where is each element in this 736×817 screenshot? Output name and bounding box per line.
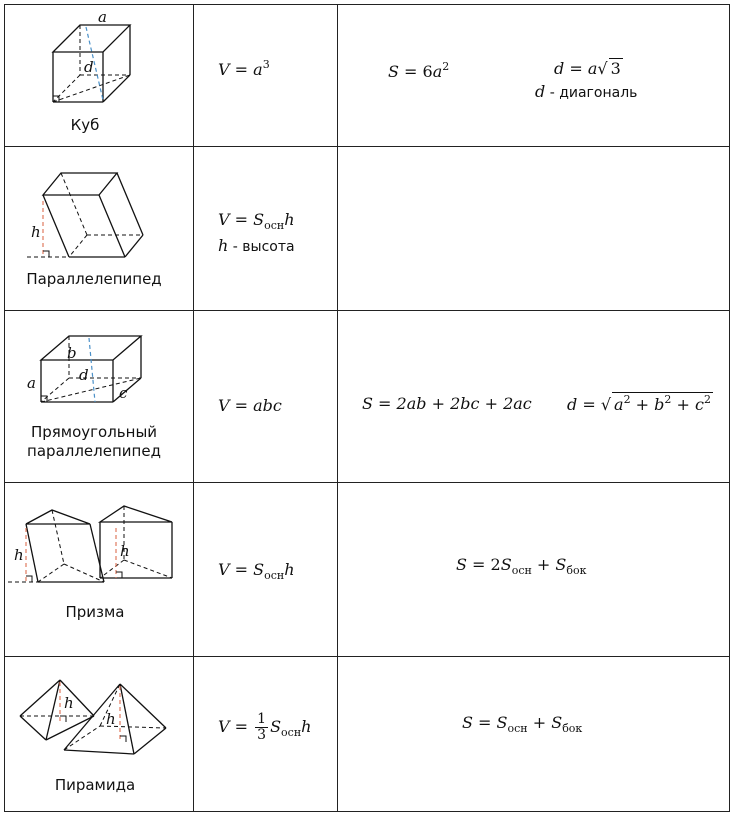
pyramid-height-label-2: h	[106, 710, 116, 728]
prism-volume-formula: $V = S_{осн}h$	[218, 560, 295, 582]
rect-surface-formula: S = 2ab + 2bc + 2ac	[362, 394, 532, 413]
pyramid-surface-formula: $S = S_{осн} + S_{бок}$	[462, 713, 583, 735]
rect-diagonal-label: d	[79, 366, 89, 384]
rect-volume-formula: V = abc	[218, 396, 282, 415]
rect-parallelepiped-figure	[25, 328, 155, 408]
prism-surface-formula: $S = 2S_{осн} + S_{бок}$	[456, 555, 587, 577]
pyramid-name: Пирамида	[54, 776, 136, 794]
cube-edge-label: a	[98, 8, 107, 26]
column-divider-1	[193, 4, 194, 812]
parallelepiped-figure	[25, 165, 155, 265]
pyramid-figure	[16, 672, 176, 762]
rect-parallelepiped-name: Прямоугольный параллелепипед	[27, 423, 161, 460]
parallelepiped-volume-formula: $V = S_{осн}h$	[218, 210, 295, 232]
prism-height-label-2: h	[120, 542, 130, 560]
column-divider-2	[337, 4, 338, 812]
cube-name: Куб	[70, 116, 100, 134]
cube-volume-formula: $V = a^3$	[218, 58, 270, 79]
cube-diagonal-label: d	[84, 58, 94, 76]
parallelepiped-height-label: h	[31, 223, 41, 241]
pyramid-volume-formula: V = $\frac{1}{3}$ $S_{осн}h$	[218, 711, 312, 743]
parallelepiped-height-note: h - высота	[218, 236, 295, 255]
cube-diagonal-note: d - диагональ	[535, 82, 638, 101]
pyramid-height-label-1: h	[64, 694, 74, 712]
row-divider-2	[4, 310, 730, 311]
rect-diagonal-formula: d = √ $a^2 + b^2 + c^2$	[567, 393, 711, 414]
row-divider-4	[4, 656, 730, 657]
cube-figure	[40, 10, 150, 110]
row-divider-1	[4, 146, 730, 147]
rect-edge-a-label: a	[27, 374, 36, 392]
prism-name: Призма	[65, 603, 125, 621]
cube-surface-formula: $S = 6a^2$	[388, 60, 450, 81]
prism-figure	[8, 498, 188, 588]
parallelepiped-name: Параллелепипед	[26, 270, 162, 288]
rect-edge-c-label: c	[119, 384, 128, 402]
rect-edge-b-label: b	[67, 344, 77, 362]
prism-height-label-1: h	[14, 546, 24, 564]
row-divider-3	[4, 482, 730, 483]
cube-diagonal-formula: d = a√ 3	[554, 59, 621, 78]
